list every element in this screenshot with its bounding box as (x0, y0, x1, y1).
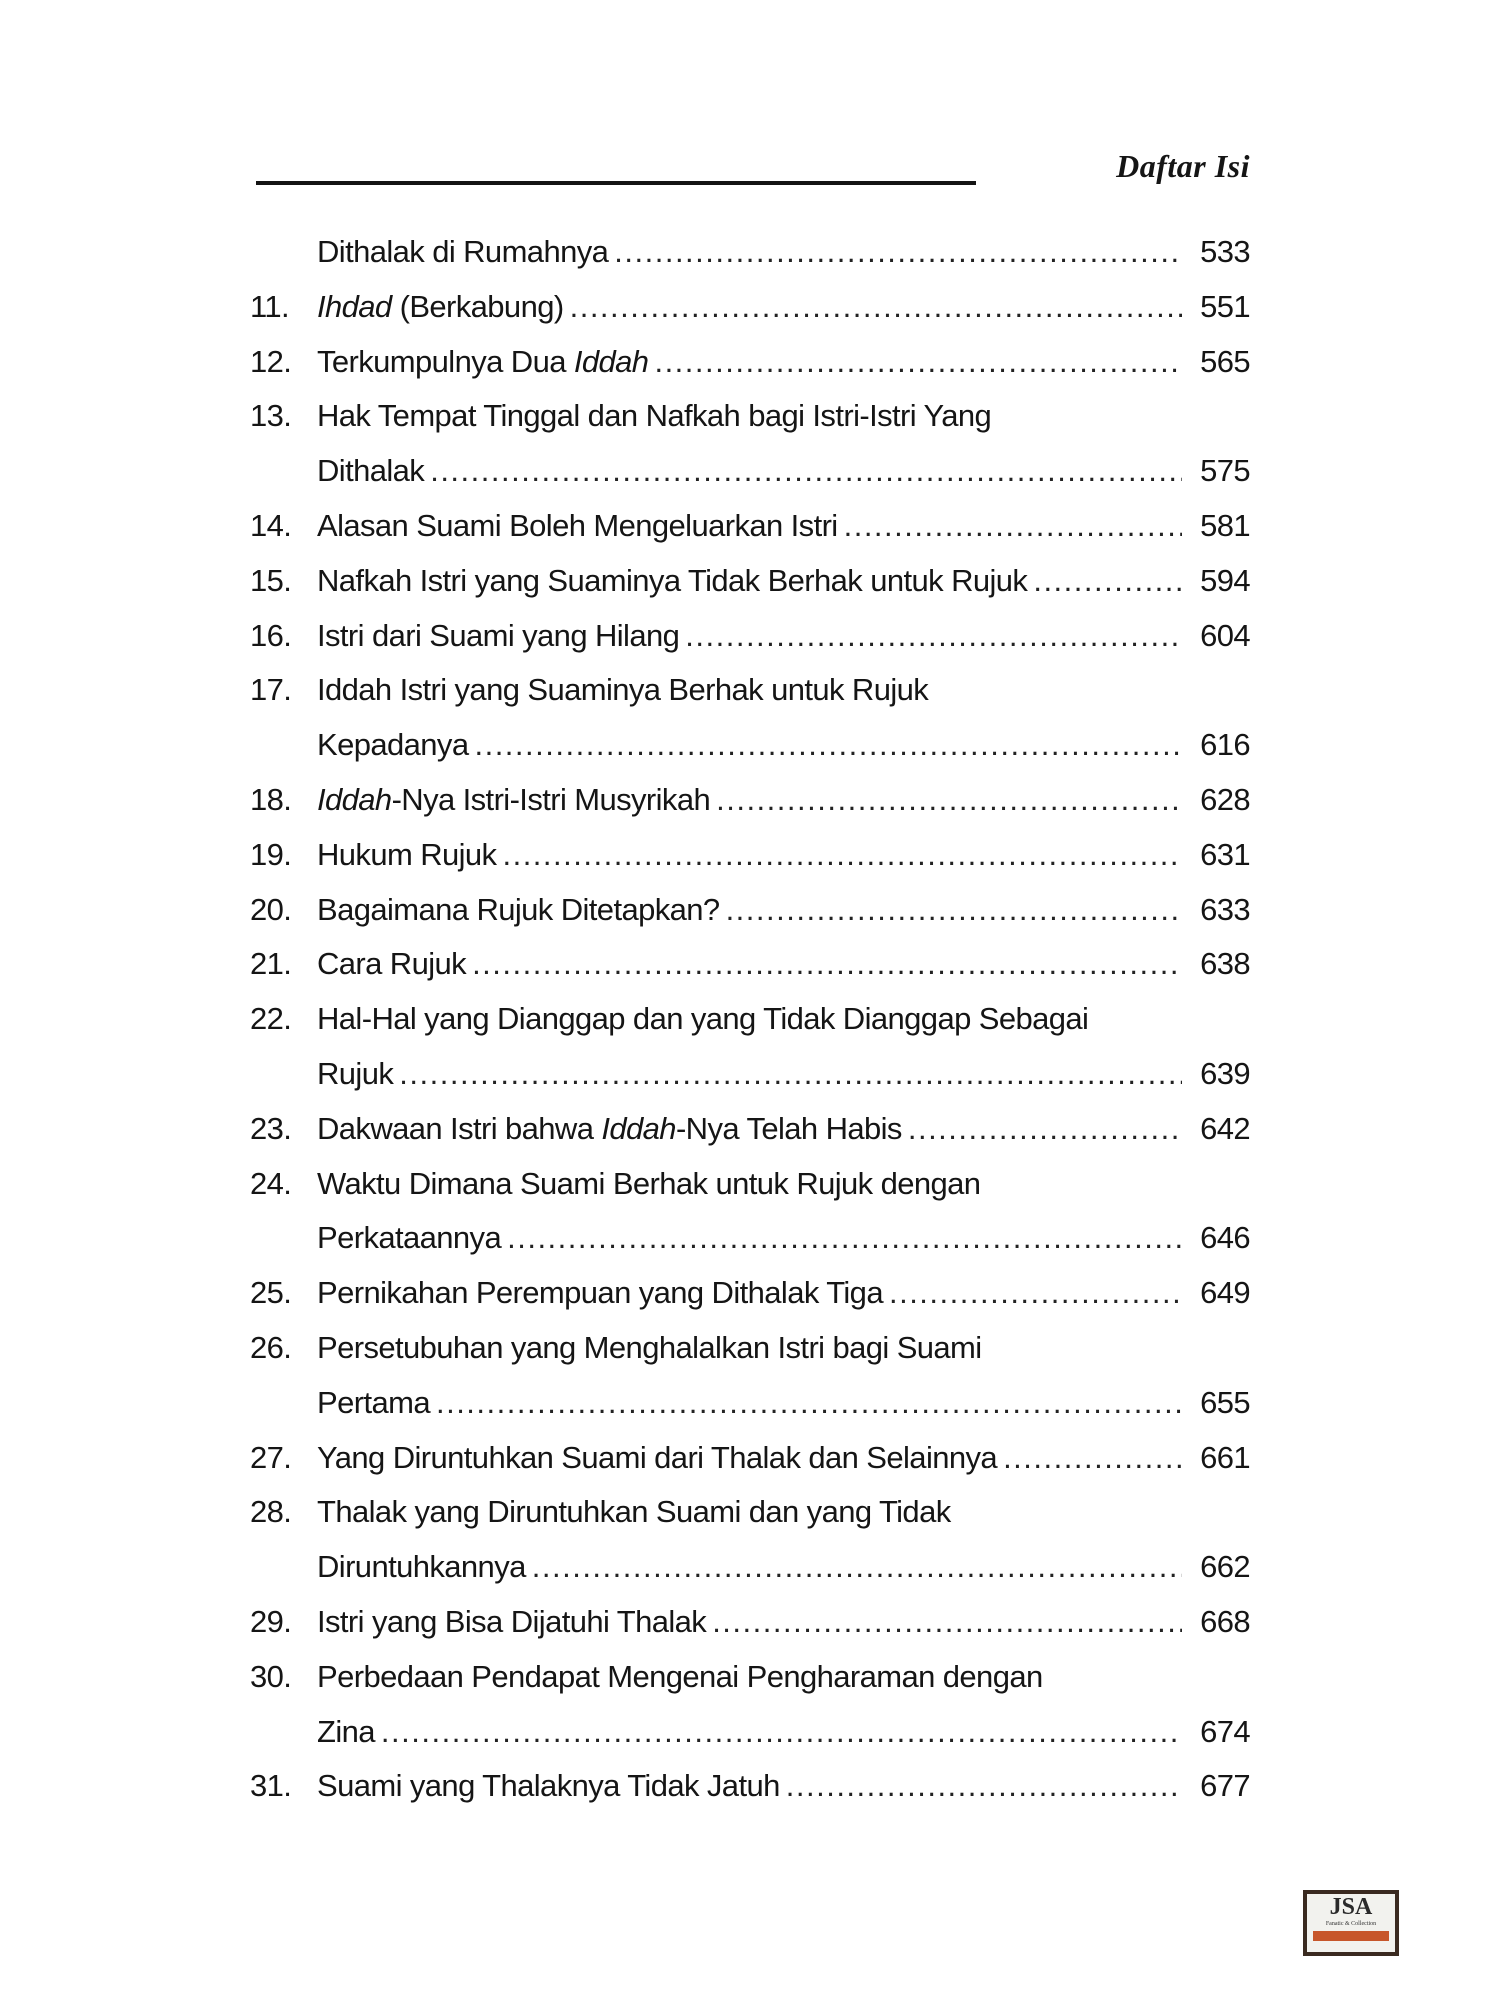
toc-entry-title-part: Dithalak (317, 453, 425, 489)
toc-entry-page: 662 (1200, 1549, 1250, 1585)
toc-entry-number: 23. (250, 1110, 292, 1146)
toc-entry-page: 642 (1200, 1110, 1250, 1146)
logo-subtitle: Fanatic & Collection (1325, 1921, 1377, 1927)
toc-entry-title (317, 718, 468, 773)
toc-entry-number: 26. (250, 1329, 292, 1365)
toc-entry (250, 225, 1250, 280)
toc-entry-page: 631 (1200, 836, 1250, 872)
toc-leader-dots (685, 609, 1182, 664)
toc-entry-title (317, 225, 608, 280)
toc-entry-number: 16. (250, 617, 292, 653)
toc-entry-title (317, 1047, 393, 1102)
toc-entry-title (317, 335, 648, 390)
toc-leader-dots (472, 937, 1182, 992)
toc-entry-title-part: Hal-Hal yang Dianggap dan yang Tidak Dianggap Sebagai (317, 1001, 1089, 1037)
toc-entry (250, 389, 1250, 444)
toc-entry-title-part: Persetubuhan yang Menghalalkan Istri bagi Suami (317, 1329, 982, 1365)
toc-entry-title (317, 444, 424, 499)
toc-entry (250, 1047, 1250, 1102)
toc-entry-title-part: Suami yang Thalaknya Tidak Jatuh (317, 1768, 780, 1804)
toc-entry-title (317, 1759, 780, 1814)
toc-entry-title-part: Rujuk (317, 1055, 394, 1091)
toc-entry-title-part: Istri dari Suami yang Hilang (317, 617, 680, 653)
toc-entry (250, 773, 1250, 828)
toc-entry (250, 828, 1250, 883)
toc-leader-dots (507, 1211, 1182, 1266)
toc-entry-page: 668 (1200, 1603, 1250, 1639)
toc-leader-dots (1003, 1431, 1182, 1486)
toc-entry-number: 27. (250, 1439, 292, 1475)
toc-entry-title-part: Bagaimana Rujuk Ditetapkan? (317, 891, 720, 927)
toc-entry-page: 649 (1200, 1275, 1250, 1311)
toc-leader-dots (614, 225, 1182, 280)
toc-entry-title-part: Iddah (573, 343, 649, 379)
toc-leader-dots (570, 280, 1182, 335)
toc-entry-page: 594 (1200, 562, 1250, 598)
toc-entry (250, 499, 1250, 554)
toc-entry-page: 677 (1200, 1768, 1250, 1804)
toc-entry-title-part: Iddah (601, 1110, 676, 1146)
toc-entry-title (317, 773, 710, 828)
toc-leader-dots (502, 828, 1182, 883)
table-of-contents (250, 225, 1250, 1814)
toc-entry-title-part: Yang Diruntuhkan Suami dari Thalak dan Selainnya (317, 1439, 998, 1475)
toc-entry-number: 20. (250, 891, 292, 927)
toc-entry (250, 554, 1250, 609)
toc-entry-title (317, 1540, 526, 1595)
toc-entry-title (317, 1431, 997, 1486)
toc-entry-title-part: Perbedaan Pendapat Mengenai Pengharaman dengan (317, 1658, 1043, 1694)
toc-entry (250, 1102, 1250, 1157)
toc-entry-title-part: Cara Rujuk (317, 946, 467, 982)
toc-leader-dots (436, 1376, 1182, 1431)
toc-entry-page: 575 (1200, 453, 1250, 489)
toc-entry-number: 14. (250, 507, 292, 543)
toc-entry-title-part: Dakwaan Istri bahwa (317, 1110, 602, 1146)
logo-bar (1313, 1931, 1389, 1941)
toc-entry-number: 18. (250, 781, 292, 817)
toc-entry-title-part: Iddah Istri yang Suaminya Berhak untuk Rujuk (317, 672, 929, 708)
toc-entry-title (317, 992, 1088, 1047)
toc-entry-page: 646 (1200, 1220, 1250, 1256)
toc-entry-number: 31. (250, 1768, 292, 1804)
toc-entry (250, 883, 1250, 938)
toc-entry-title (317, 1595, 706, 1650)
toc-entry-number: 21. (250, 946, 292, 982)
toc-entry-number: 28. (250, 1494, 292, 1530)
toc-entry (250, 1211, 1250, 1266)
toc-leader-dots (844, 499, 1182, 554)
toc-entry-number: 12. (250, 343, 292, 379)
toc-entry-title (317, 499, 838, 554)
toc-entry (250, 1266, 1250, 1321)
toc-entry-page: 661 (1200, 1439, 1250, 1475)
toc-entry-number: 25. (250, 1275, 292, 1311)
toc-entry (250, 718, 1250, 773)
toc-leader-dots (532, 1540, 1182, 1595)
toc-entry-title (317, 1650, 1043, 1705)
toc-entry (250, 663, 1250, 718)
toc-entry-page: 565 (1200, 343, 1250, 379)
toc-entry-title (317, 1266, 883, 1321)
toc-entry-number: 29. (250, 1603, 292, 1639)
toc-entry-number: 30. (250, 1658, 292, 1694)
toc-entry-title (317, 937, 466, 992)
toc-entry-page: 674 (1200, 1713, 1250, 1749)
toc-entry-page: 638 (1200, 946, 1250, 982)
toc-entry-title-part: (Berkabung) (391, 288, 564, 324)
toc-leader-dots (786, 1759, 1182, 1814)
toc-entry-title-part: Pertama (317, 1384, 430, 1420)
toc-entry (250, 1431, 1250, 1486)
toc-entry-title (317, 883, 720, 938)
toc-entry-title (317, 1211, 501, 1266)
logo-text: JSA (1329, 1894, 1373, 1920)
toc-entry-number: 17. (250, 672, 292, 708)
toc-leader-dots (654, 335, 1182, 390)
toc-entry-title (317, 828, 496, 883)
toc-entry-page: 604 (1200, 617, 1250, 653)
toc-entry-title (317, 1705, 375, 1760)
toc-entry (250, 280, 1250, 335)
toc-entry-title-part: Hukum Rujuk (317, 836, 497, 872)
toc-entry-page: 633 (1200, 891, 1250, 927)
toc-entry-title (317, 1321, 982, 1376)
page-header-title: Daftar Isi (1116, 148, 1250, 184)
toc-entry (250, 1595, 1250, 1650)
toc-leader-dots (430, 444, 1182, 499)
toc-entry-title-part: Terkumpulnya Dua (317, 343, 574, 379)
toc-leader-dots (908, 1102, 1182, 1157)
toc-leader-dots (889, 1266, 1182, 1321)
toc-entry-title (317, 609, 679, 664)
toc-entry-page: 551 (1200, 288, 1250, 324)
toc-entry-title-part: Alasan Suami Boleh Mengeluarkan Istri (317, 507, 838, 543)
toc-entry-title (317, 280, 564, 335)
toc-entry-title-part: Dithalak di Rumahnya (317, 234, 609, 269)
toc-entry-title-part: Hak Tempat Tinggal dan Nafkah bagi Istri-Istri Yang (317, 398, 992, 434)
jsa-logo (1303, 1890, 1399, 1956)
toc-entry-number: 19. (250, 836, 292, 872)
toc-entry (250, 1321, 1250, 1376)
toc-entry (250, 992, 1250, 1047)
toc-entry-title (317, 1157, 980, 1212)
toc-leader-dots (712, 1595, 1182, 1650)
toc-entry-title (317, 1485, 951, 1540)
toc-entry (250, 1157, 1250, 1212)
toc-entry-title-part: Nafkah Istri yang Suaminya Tidak Berhak untuk Rujuk (317, 562, 1028, 598)
toc-entry-title-part: Iddah (317, 781, 392, 817)
toc-entry (250, 609, 1250, 664)
toc-entry-page: 655 (1200, 1384, 1250, 1420)
toc-entry-title (317, 389, 991, 444)
toc-entry-page: 628 (1200, 781, 1250, 817)
toc-entry (250, 335, 1250, 390)
toc-entry (250, 1759, 1250, 1814)
toc-entry-title-part: -Nya Telah Habis (675, 1110, 902, 1146)
toc-entry-number: 11. (250, 288, 289, 324)
toc-leader-dots (381, 1705, 1182, 1760)
toc-entry (250, 1540, 1250, 1595)
toc-entry (250, 1650, 1250, 1705)
toc-entry-number: 15. (250, 562, 292, 598)
toc-entry (250, 1705, 1250, 1760)
toc-entry-title-part: Diruntuhkannya (317, 1549, 526, 1585)
toc-entry-number: 24. (250, 1165, 292, 1201)
toc-entry-page: 581 (1200, 507, 1250, 543)
toc-leader-dots (399, 1047, 1182, 1102)
toc-entry-title-part: Thalak yang Diruntuhkan Suami dan yang Tidak (317, 1494, 951, 1530)
toc-leader-dots (726, 883, 1182, 938)
toc-leader-dots (716, 773, 1182, 828)
toc-entry-page: 639 (1200, 1055, 1250, 1091)
toc-entry-page: 533 (1200, 234, 1250, 269)
toc-entry (250, 1376, 1250, 1431)
header-rule (256, 181, 976, 185)
toc-entry-title-part: Perkataannya (317, 1220, 502, 1256)
toc-entry (250, 444, 1250, 499)
toc-entry-page: 616 (1200, 727, 1250, 763)
toc-leader-dots (1033, 554, 1182, 609)
toc-entry-title (317, 1376, 430, 1431)
toc-entry-title-part: Waktu Dimana Suami Berhak untuk Rujuk dengan (317, 1165, 981, 1201)
toc-entry (250, 1485, 1250, 1540)
toc-entry-title-part: -Nya Istri-Istri Musyrikah (391, 781, 711, 817)
toc-entry-title (317, 663, 928, 718)
toc-entry-title-part: Ihdad (317, 288, 392, 324)
toc-entry-title-part: Zina (317, 1713, 375, 1749)
toc-entry-number: 13. (250, 398, 292, 434)
toc-entry-title-part: Istri yang Bisa Dijatuhi Thalak (317, 1603, 707, 1639)
toc-entry-title-part: Pernikahan Perempuan yang Dithalak Tiga (317, 1275, 883, 1311)
toc-entry-title (317, 554, 1027, 609)
toc-entry-title-part: Kepadanya (317, 727, 469, 763)
toc-entry-number: 22. (250, 1001, 292, 1037)
toc-entry-title (317, 1102, 902, 1157)
toc-leader-dots (474, 718, 1182, 773)
toc-entry (250, 937, 1250, 992)
